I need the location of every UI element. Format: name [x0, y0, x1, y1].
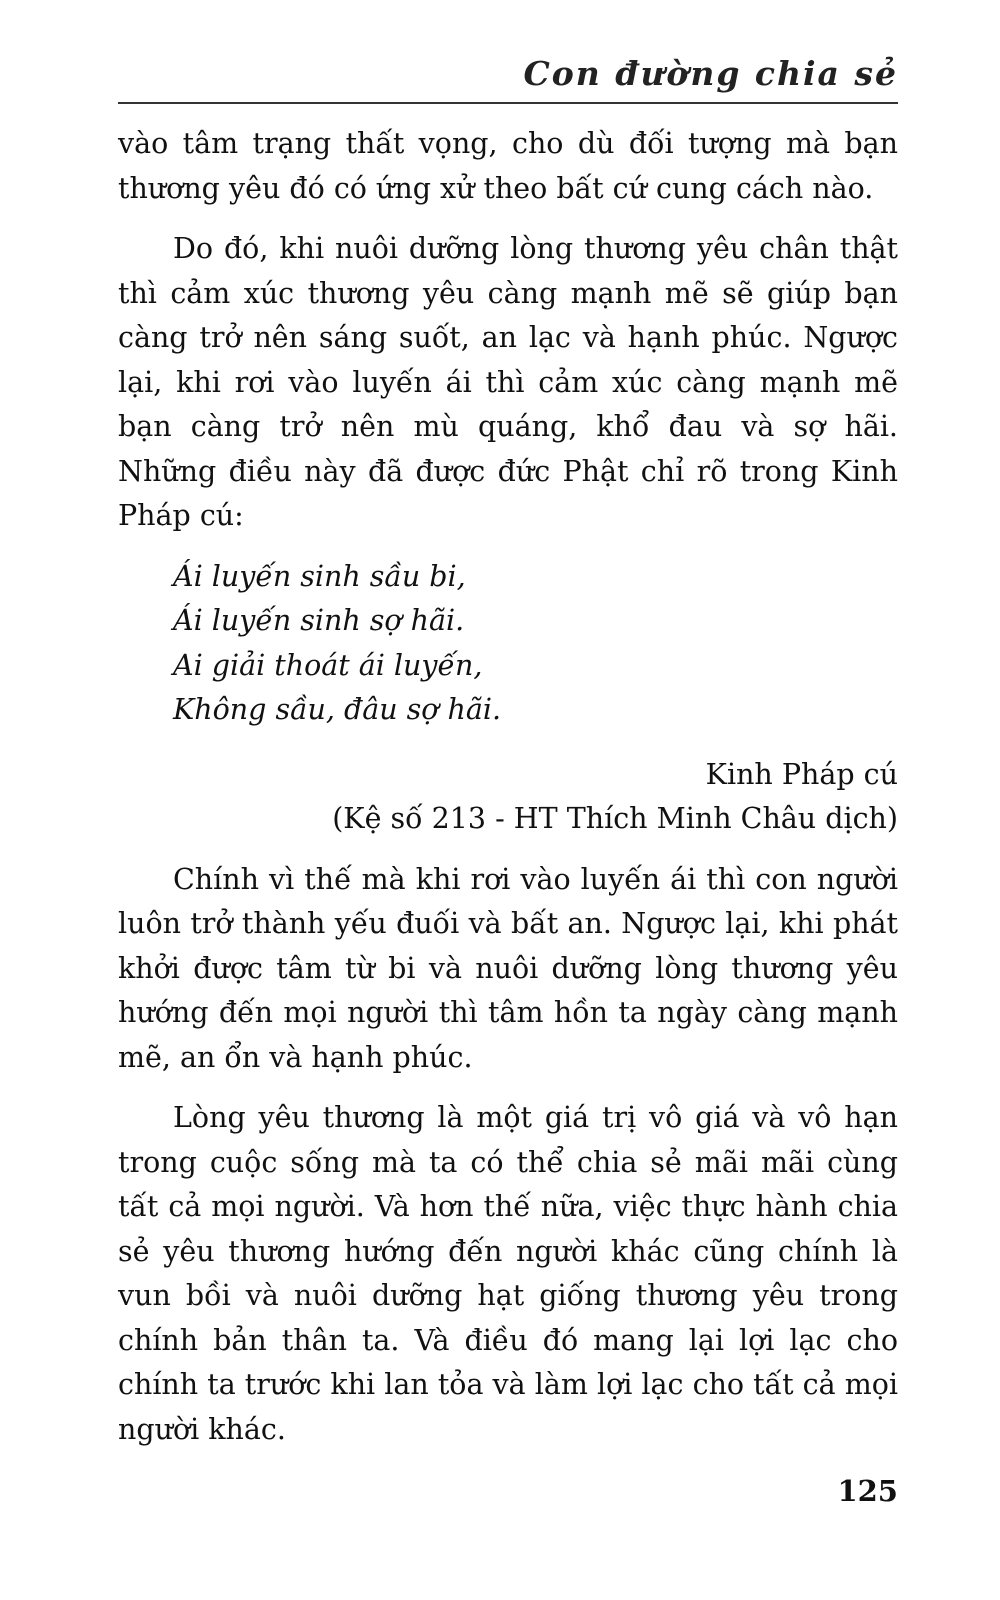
verse-line: Ái luyến sinh sợ hãi.	[173, 604, 465, 637]
verse-line: Ái luyến sinh sầu bi,	[173, 559, 466, 593]
verse-block	[173, 555, 898, 733]
verse-line: Ai giải thoát ái luyến,	[173, 648, 483, 682]
citation-detail: (Kệ số 213 - HT Thích Minh Châu dịch)	[332, 802, 898, 835]
book-page	[118, 0, 898, 1600]
paragraph-2: Do đó, khi nuôi dưỡng lòng thương yêu chân thật thì cảm xúc thương yêu càng mạnh mẽ sẽ giúp bạn càng trở nên sáng suốt, an lạc và hạnh phúc. Ngược lại, khi rơi vào luyến ái thì cảm xúc càng mạnh mẽ bạn càng trở nên mù quáng, khổ đau và sợ hãi. Những điều này đã được đức Phật chỉ rõ trong Kinh Pháp cú:	[118, 232, 898, 532]
body-text	[118, 122, 898, 1468]
citation-source: Kinh Pháp cú	[705, 757, 898, 791]
paragraph-3: Chính vì thế mà khi rơi vào luyến ái thì con người luôn trở thành yếu đuối và bất an. Ngược lại, khi phát khởi được tâm từ bi và nuôi dưỡng lòng thương yêu hướng đến mọi người thì tâm hồn ta ngày càng mạnh mẽ, an ổn và hạnh phúc.	[118, 862, 898, 1074]
verse-citation	[118, 753, 898, 842]
paragraph-1: vào tâm trạng thất vọng, cho dù đối tượng mà bạn thương yêu đó có ứng xử theo bất cứ cung cách nào.	[118, 127, 898, 205]
header-rule	[118, 102, 898, 104]
page-number: 125	[837, 1474, 898, 1508]
verse-line: Không sầu, đâu sợ hãi.	[173, 693, 502, 726]
running-header: Con đường chia sẻ	[523, 54, 898, 93]
paragraph-4: Lòng yêu thương là một giá trị vô giá và vô hạn trong cuộc sống mà ta có thể chia sẻ mãi mãi cùng tất cả mọi người. Và hơn thế nữa, việc thực hành chia sẻ yêu thương hướng đến người khác cũng chính là vun bồi và nuôi dưỡng hạt giống thương yêu trong chính bản thân ta. Và điều đó mang lại lợi lạc cho chính ta trước khi lan tỏa và làm lợi lạc cho tất cả mọi người khác.	[118, 1101, 898, 1446]
